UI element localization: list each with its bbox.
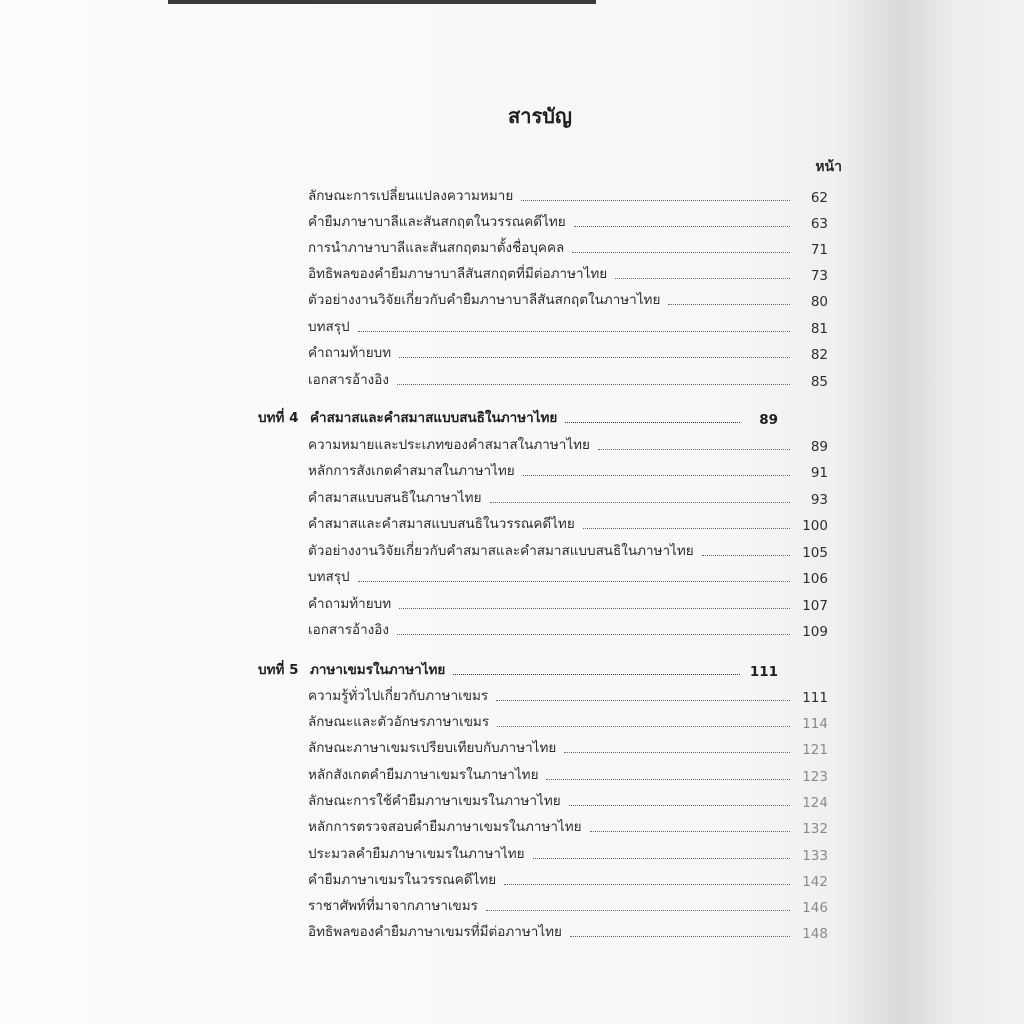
toc-entry-row — [308, 366, 828, 390]
leader-dots — [598, 448, 790, 450]
entry-title: ตัวอย่างงานวิจัยเกี่ยวกับคำสมาสและคำสมาสแบบสนธิในภาษาไทย — [308, 543, 694, 559]
leader-dots — [397, 633, 790, 635]
page-number: 105 — [802, 545, 828, 561]
page-number: 106 — [802, 571, 828, 587]
page-number: 121 — [802, 742, 828, 758]
leader-dots — [565, 421, 740, 423]
page-column-header: หน้า — [815, 159, 842, 175]
leader-dots — [399, 356, 790, 358]
leader-dots — [570, 935, 790, 937]
toc-entry-row — [308, 892, 828, 916]
page-number: 148 — [802, 926, 828, 942]
entry-title: อิทธิพลของคำยืมภาษาเขมรที่มีต่อภาษาไทย — [308, 924, 562, 940]
page-number: 111 — [802, 690, 828, 706]
page-number: 89 — [759, 412, 778, 428]
entry-title: การนำภาษาบาลีและสันสกฤตมาตั้งชื่อบุคคล — [308, 240, 565, 256]
page-number: 62 — [810, 190, 828, 206]
page-number: 142 — [802, 874, 828, 890]
toc-entry-row — [308, 260, 828, 284]
entry-title: ตัวอย่างงานวิจัยเกี่ยวกับคำยืมภาษาบาลีสันสกฤตในภาษาไทย — [308, 292, 661, 308]
toc-entry-row — [308, 563, 828, 587]
toc-entry-row — [308, 457, 828, 481]
leader-dots — [486, 909, 790, 911]
leader-dots — [521, 199, 790, 201]
entry-title: บทสรุป — [308, 569, 350, 585]
entry-title: ราชาศัพท์ที่มาจากภาษาเขมร — [308, 898, 478, 914]
toc-chapter-row — [258, 404, 778, 428]
leader-dots — [497, 725, 790, 727]
entry-title: หลักการตรวจสอบคำยืมภาษาเขมรในภาษาไทย — [308, 819, 582, 835]
toc-title: สารบัญ — [508, 104, 572, 128]
page-number: 100 — [802, 518, 828, 534]
toc-entry-row — [308, 286, 828, 310]
entry-title: บทสรุป — [308, 319, 350, 335]
page-number: 89 — [810, 439, 828, 455]
page-number: 71 — [810, 242, 828, 258]
leader-dots — [399, 607, 790, 609]
leader-dots — [583, 527, 790, 529]
page-number: 124 — [802, 795, 828, 811]
leader-dots — [572, 251, 790, 253]
entry-title: คำถามท้ายบท — [308, 596, 392, 612]
entry-title: ความหมายและประเภทของคำสมาสในภาษาไทย — [308, 437, 590, 453]
toc-chapter-row — [258, 656, 778, 680]
toc-entry-row — [308, 510, 828, 534]
toc-entry-row — [308, 537, 828, 561]
toc-entry-row — [308, 182, 828, 206]
page-number: 91 — [810, 465, 828, 481]
toc-entry-row — [308, 734, 828, 758]
toc-entry-row — [308, 682, 828, 706]
entry-title: คำถามท้ายบท — [308, 345, 392, 361]
page-number: 146 — [802, 900, 828, 916]
leader-dots — [523, 474, 790, 476]
page-number: 107 — [802, 598, 828, 614]
leader-dots — [490, 501, 791, 503]
entry-title: หลักการสังเกตคำสมาสในภาษาไทย — [308, 463, 515, 479]
toc-entry-row — [308, 234, 828, 258]
entry-title: ประมวลคำยืมภาษาเขมรในภาษาไทย — [308, 846, 525, 862]
toc-entry-row — [308, 918, 828, 942]
leader-dots — [504, 883, 790, 885]
page-number: 111 — [749, 664, 778, 680]
entry-title: คำสมาสแบบสนธิในภาษาไทย — [308, 490, 482, 506]
entry-title: คำยืมภาษาบาลีและสันสกฤตในวรรณคดีไทย — [308, 214, 566, 230]
leader-dots — [358, 580, 790, 582]
leader-dots — [564, 751, 790, 753]
leader-dots — [615, 277, 790, 279]
leader-dots — [546, 778, 790, 780]
leader-dots — [358, 330, 790, 332]
entry-title: อิทธิพลของคำยืมภาษาบาลีสันสกฤตที่มีต่อภาษาไทย — [308, 266, 608, 282]
page-number: 63 — [810, 216, 828, 232]
page-number: 109 — [802, 624, 828, 640]
page-number: 73 — [810, 268, 828, 284]
entry-title: เอกสารอ้างอิง — [308, 622, 389, 638]
page-number: 80 — [810, 294, 828, 310]
toc-entry-row — [308, 813, 828, 837]
toc-entry-row — [308, 339, 828, 363]
toc-entry-row — [308, 590, 828, 614]
toc-entry-row — [308, 840, 828, 864]
entry-title: ลักษณะและตัวอักษรภาษาเขมร — [308, 714, 490, 730]
toc-entry-row — [308, 761, 828, 785]
entry-title: ความรู้ทั่วไปเกี่ยวกับภาษาเขมร — [308, 688, 489, 704]
leader-dots — [702, 554, 790, 556]
page-number: 93 — [810, 492, 828, 508]
toc-entry-row — [308, 431, 828, 455]
leader-dots — [533, 857, 790, 859]
chapter-number: บทที่ 5 — [258, 662, 299, 678]
entry-title: คำสมาสและคำสมาสแบบสนธิในวรรณคดีไทย — [308, 516, 575, 532]
chapter-title: ภาษาเขมรในภาษาไทย — [310, 662, 446, 678]
entry-title: เอกสารอ้างอิง — [308, 372, 389, 388]
toc-entry-row — [308, 616, 828, 640]
leader-dots — [397, 383, 790, 385]
page-number: 114 — [802, 716, 828, 732]
leader-dots — [496, 699, 790, 701]
toc-entry-row — [308, 208, 828, 232]
toc-entry-row — [308, 866, 828, 890]
entry-title: ลักษณะการใช้คำยืมภาษาเขมรในภาษาไทย — [308, 793, 561, 809]
toc-entry-row — [308, 787, 828, 811]
leader-dots — [668, 303, 790, 305]
toc-entry-row — [308, 708, 828, 732]
toc-entry-row — [308, 484, 828, 508]
leader-dots — [569, 804, 790, 806]
chapter-title: คำสมาสและคำสมาสแบบสนธิในภาษาไทย — [310, 410, 558, 426]
page-number: 81 — [810, 321, 828, 337]
toc-entry-row — [308, 313, 828, 337]
page-number: 85 — [810, 374, 828, 390]
chapter-number: บทที่ 4 — [258, 410, 299, 426]
leader-dots — [574, 225, 790, 227]
entry-title: ลักษณะภาษาเขมรเปรียบเทียบกับภาษาไทย — [308, 740, 557, 756]
page-number: 132 — [802, 821, 828, 837]
entry-title: ลักษณะการเปลี่ยนแปลงความหมาย — [308, 188, 514, 204]
leader-dots — [453, 673, 739, 675]
page-number: 82 — [810, 347, 828, 363]
entry-title: คำยืมภาษาเขมรในวรรณคดีไทย — [308, 872, 497, 888]
leader-dots — [590, 830, 790, 832]
page-number: 123 — [802, 769, 828, 785]
page-number: 133 — [802, 848, 828, 864]
entry-title: หลักสังเกตคำยืมภาษาเขมรในภาษาไทย — [308, 767, 539, 783]
